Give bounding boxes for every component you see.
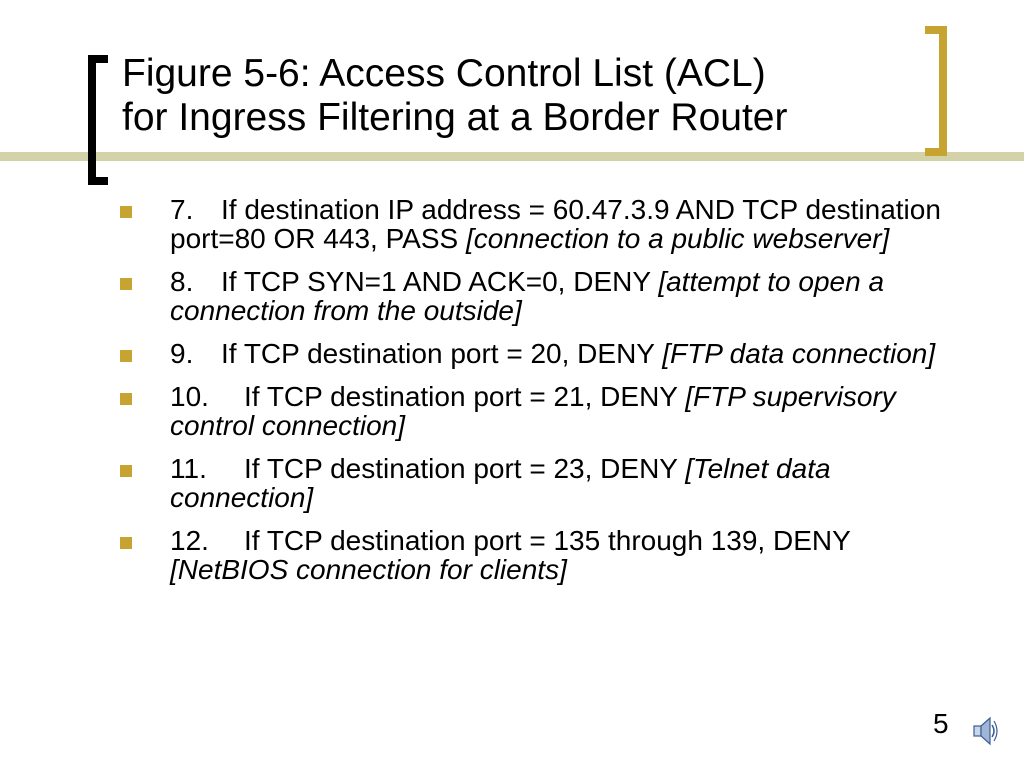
bullet-icon: [120, 350, 132, 362]
item-text: If TCP destination port = 23, DENY: [244, 453, 686, 484]
list-item: [118, 454, 958, 512]
item-note: [FTP supervisory control connection]: [170, 381, 896, 441]
bullet-icon: [120, 537, 132, 549]
list-item: [118, 382, 958, 440]
item-text: If TCP destination port = 21, DENY: [244, 381, 686, 412]
bullet-icon: [120, 393, 132, 405]
item-number: 12.: [170, 525, 209, 556]
list-item: [118, 195, 958, 253]
item-note: [attempt to open a connection from the outside]: [170, 266, 885, 326]
item-note: [NetBIOS connection for clients]: [170, 554, 567, 585]
item-text: If TCP destination port = 135 through 139, DENY: [244, 525, 851, 556]
item-number: 8.: [170, 266, 194, 297]
list-item: [118, 339, 958, 368]
item-number: 11.: [170, 453, 207, 484]
slide-title: [122, 52, 922, 140]
left-bracket-decoration: [88, 55, 108, 185]
title-line-2: for Ingress Filtering at a Border Router: [122, 96, 788, 139]
speaker-icon[interactable]: [972, 714, 998, 748]
bullet-icon: [120, 206, 132, 218]
item-number: 10.: [170, 381, 209, 412]
title-underline-rule: [0, 152, 1024, 161]
item-note: [FTP data connection]: [662, 338, 936, 369]
bullet-icon: [120, 465, 132, 477]
page-number: 5: [933, 708, 949, 739]
title-line-1: Figure 5-6: Access Control List (ACL): [122, 52, 766, 95]
bullet-list: [118, 195, 958, 598]
list-item: [118, 267, 958, 325]
item-number: 9.: [170, 338, 194, 369]
item-text: If destination IP address = 60.47.3.9 AND TCP destination port=80 OR 443, PASS: [170, 194, 941, 254]
item-number: 7.: [170, 194, 194, 225]
list-item: [118, 526, 958, 584]
item-text: If TCP destination port = 20, DENY: [221, 338, 663, 369]
right-bracket-decoration: [925, 26, 947, 156]
item-note: [connection to a public webserver]: [465, 223, 890, 254]
item-text: If TCP SYN=1 AND ACK=0, DENY: [221, 266, 659, 297]
item-note: [Telnet data connection]: [170, 453, 831, 513]
bullet-icon: [120, 278, 132, 290]
